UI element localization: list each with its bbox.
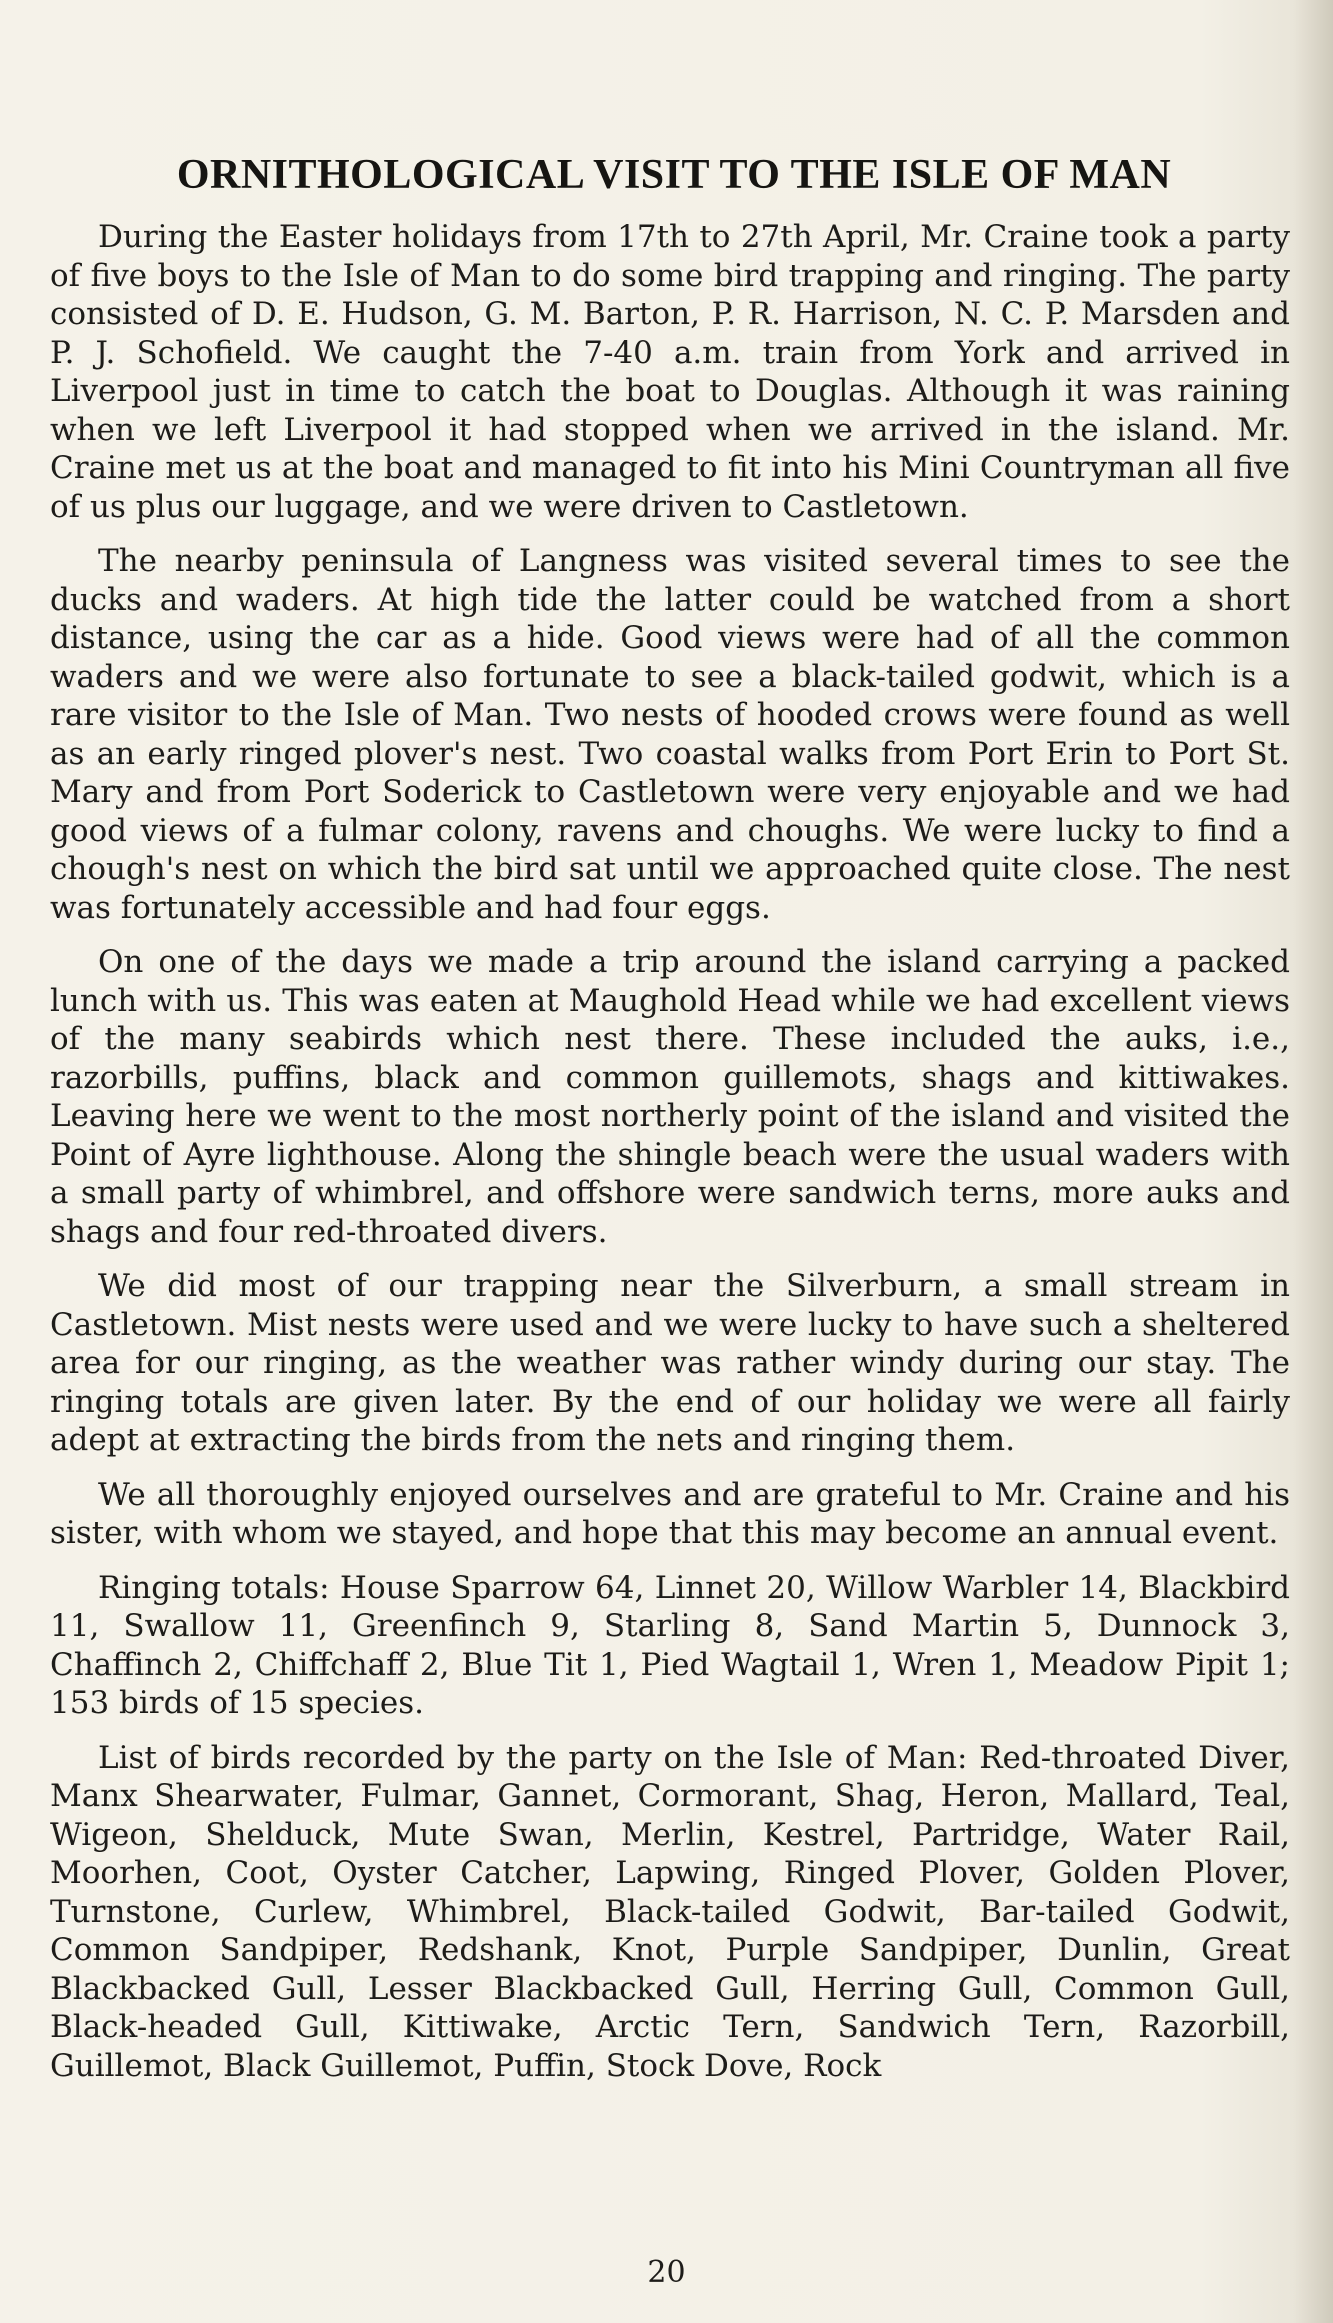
article-title: ORNITHOLOGICAL VISIT TO THE ISLE OF MAN <box>176 152 1172 198</box>
paragraph-trapping: We did most of our trapping near the Silverburn, a small stream in Castletown. Mist nests were used and we were lucky to have such a sheltered area for our ringing, as the weather was rather windy during our stay. The ringing totals are given later. By the end of our holiday we were all fairly adept at extracting the birds from the nets and ringing them. <box>50 1268 1290 1459</box>
paragraph-island-trip: On one of the days we made a trip around the island carrying a packed lunch with us. This was eaten at Maughold Head while we had excellent views of the many seabirds which nest there. These included the auks, i.e., razorbills, puffins, black and common guillemots, shags and kittiwakes. Leaving here we went to the most northerly point of the island and visited the Point of Ayre lighthouse. Along the shingle beach were the usual waders with a small party of whimbrel, and offshore were sandwich terns, more auks and shags and four red-throated divers. <box>50 944 1290 1250</box>
paragraph-ringing-totals: Ringing totals: House Sparrow 64, Linnet 20, Willow Warbler 14, Blackbird 11, Swallow 11, Greenfinch 9, Starling 8, Sand Martin 5, Dunnock 3, Chaffinch 2, Chiffchaff 2, Blue Tit 1, Pied Wagtail 1, Wren 1, Meadow Pipit 1; 153 birds of 15 species. <box>50 1569 1290 1722</box>
article <box>50 150 1290 2101</box>
page-number: 20 <box>647 2255 686 2290</box>
paragraph-langness: The nearby peninsula of Langness was visited several times to see the ducks and waders. At high tide the latter could be watched from a short distance, using the car as a hide. Good views were had of all the common waders and we were also fortunate to see a black-tailed godwit, which is a rare visitor to the Isle of Man. Two nests of hooded crows were found as well as an early ringed plover's nest. Two coastal walks from Port Erin to Port St. Mary and from Port Soderick to Castletown were very enjoyable and we had good views of a fulmar colony, ravens and choughs. We were lucky to find a chough's nest on which the bird sat until we approached quite close. The nest was fortunately accessible and had four eggs. <box>50 543 1290 926</box>
paragraph-bird-list: List of birds recorded by the party on the Isle of Man: Red-throated Diver, Manx Shearwater, Fulmar, Gannet, Cormorant, Shag, Heron, Mallard, Teal, Wigeon, Shelduck, Mute Swan, Merlin, Kestrel, Partridge, Water Rail, Moorhen, Coot, Oyster Catcher, Lapwing, Ringed Plover, Golden Plover, Turnstone, Curlew, Whimbrel, Black-tailed Godwit, Bar-tailed Godwit, Common Sandpiper, Redshank, Knot, Purple Sandpiper, Dunlin, Great Blackbacked Gull, Lesser Blackbacked Gull, Herring Gull, Common Gull, Black-headed Gull, Kittiwake, Arctic Tern, Sandwich Tern, Razorbill, Guillemot, Black Guillemot, Puffin, Stock Dove, Rock <box>50 1739 1290 2084</box>
paragraph-trip-overview: During the Easter holidays from 17th to 27th April, Mr. Craine took a party of five boys to the Isle of Man to do some bird trapping and ringing. The party consisted of D. E. Hudson, G. M. Barton, P. R. Harrison, N. C. P. Marsden and P. J. Schofield. We caught the 7-40 a.m. train from York and arrived in Liverpool just in time to catch the boat to Douglas. Although it was raining when we left Liverpool it had stopped when we arrived in the island. Mr. Craine met us at the boat and managed to fit into his Mini Countryman all five of us plus our luggage, and we were driven to Castletown. <box>50 219 1290 525</box>
paragraph-thanks: We all thoroughly enjoyed ourselves and are grateful to Mr. Craine and his sister, with whom we stayed, and hope that this may become an annual event. <box>50 1476 1290 1552</box>
